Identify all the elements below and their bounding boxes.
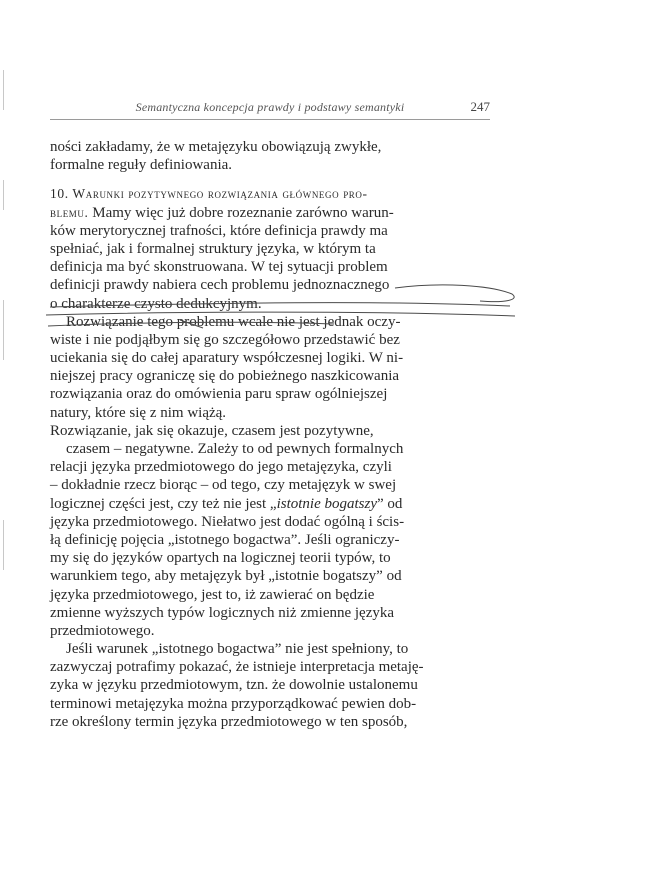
text-line: łą definicję pojęcia „istotnego bogactwa”. Jeśli ograniczy- [50, 531, 400, 548]
text-line: rze określony termin języka przedmiotowego w ten sposób, [50, 713, 408, 730]
text-line: niejszej pracy ograniczę się do pobieżnego naszkicowania [50, 368, 400, 385]
text-line: uciekania się do całej aparatury współczesnej logiki. W ni- [50, 350, 404, 367]
scan-edge-mark [3, 70, 4, 110]
text-line [50, 495, 490, 513]
text-line: przedmiotowego. [50, 622, 155, 639]
scan-edge-mark [3, 180, 4, 210]
text-line: ków merytorycznej trafności, które definicja prawdy ma [50, 222, 388, 239]
text-fragment: ” od [376, 495, 403, 512]
text-line: zmienne wyższych typów logicznych niż zmienne języka [50, 604, 395, 621]
text-fragment: logicznej części jest, czy też nie jest „ [50, 495, 277, 512]
body-text [50, 138, 490, 731]
text-line: Rozwiązanie, jak się okazuje, czasem jest pozytywne, [50, 422, 374, 439]
text-line: formalne reguły definiowania. [50, 157, 233, 174]
text-line: czasem – negatywne. Zależy to od pewnych formalnych [66, 441, 404, 457]
text-line: warunkiem tego, aby metajęzyk był „istotnie bogatszy” od [50, 568, 402, 585]
text-line: relacji języka przedmiotowego do jego metajęzyka, czyli [50, 459, 392, 476]
text-line: – dokładnie rzecz biorąc – od tego, czy metajęzyk w swej [50, 477, 397, 494]
text-line: definicja ma być skonstruowana. W tej sytuacji problem [50, 259, 388, 276]
section-heading-cont: blemu. [50, 204, 89, 220]
text-line: natury, które się z nim wiążą. [50, 404, 227, 421]
text-line: my się do języków opartych na logicznej teorii typów, to [50, 550, 391, 567]
running-head: Semantyczna koncepcja prawdy i podstawy semantyki [135, 100, 405, 114]
header-rule [50, 119, 490, 120]
paragraph-gap [50, 174, 490, 185]
text-line: języka przedmiotowego, jest to, iż zawierać on będzie [50, 586, 375, 603]
text-line: zyka w języku przedmiotowym, tzn. że dowolnie ustalonemu [50, 677, 418, 694]
text-line: języka przedmiotowego. Niełatwo jest dodać ogólną i ścis- [50, 513, 405, 530]
text-line: definicji prawdy nabiera cech problemu jednoznacznego [50, 277, 390, 294]
text-line: ności zakładamy, że w metajęzyku obowiązują zwykłe, [50, 139, 382, 155]
page-number: 247 [470, 99, 490, 114]
text-line: Rozwiązanie tego problemu wcale nie jest jednak oczy- [66, 313, 401, 330]
scan-edge-mark [3, 300, 4, 360]
text-line: Jeśli warunek „istotnego bogactwa” nie jest spełniony, to [66, 641, 409, 658]
scan-edge-mark [3, 520, 4, 570]
text-line: zazwyczaj potrafimy pokazać, że istnieje interpretacja metaję- [50, 659, 424, 676]
text-line: terminowi metajęzyka można przyporządkować pewien dob- [50, 695, 417, 712]
text-line: wiste i nie podjąłbym się go szczegółowo przedstawić bez [50, 331, 400, 348]
text-line: spełniać, jak i formalnej struktury języka, w którym ta [50, 240, 376, 257]
text-line: o charakterze czysto dedukcyjnym. [50, 295, 262, 312]
section-heading-line [50, 185, 490, 203]
section-heading: 10. Warunki pozytywnego rozwiązania głównego pro- [50, 186, 368, 202]
text-line: rozwiązania oraz do omówienia paru spraw ogólniejszej [50, 386, 388, 403]
text-fragment: Mamy więc już dobre rozeznanie zarówno warun- [88, 204, 394, 221]
text-line [50, 204, 490, 222]
italic-term: istotnie bogatszy [276, 495, 377, 512]
